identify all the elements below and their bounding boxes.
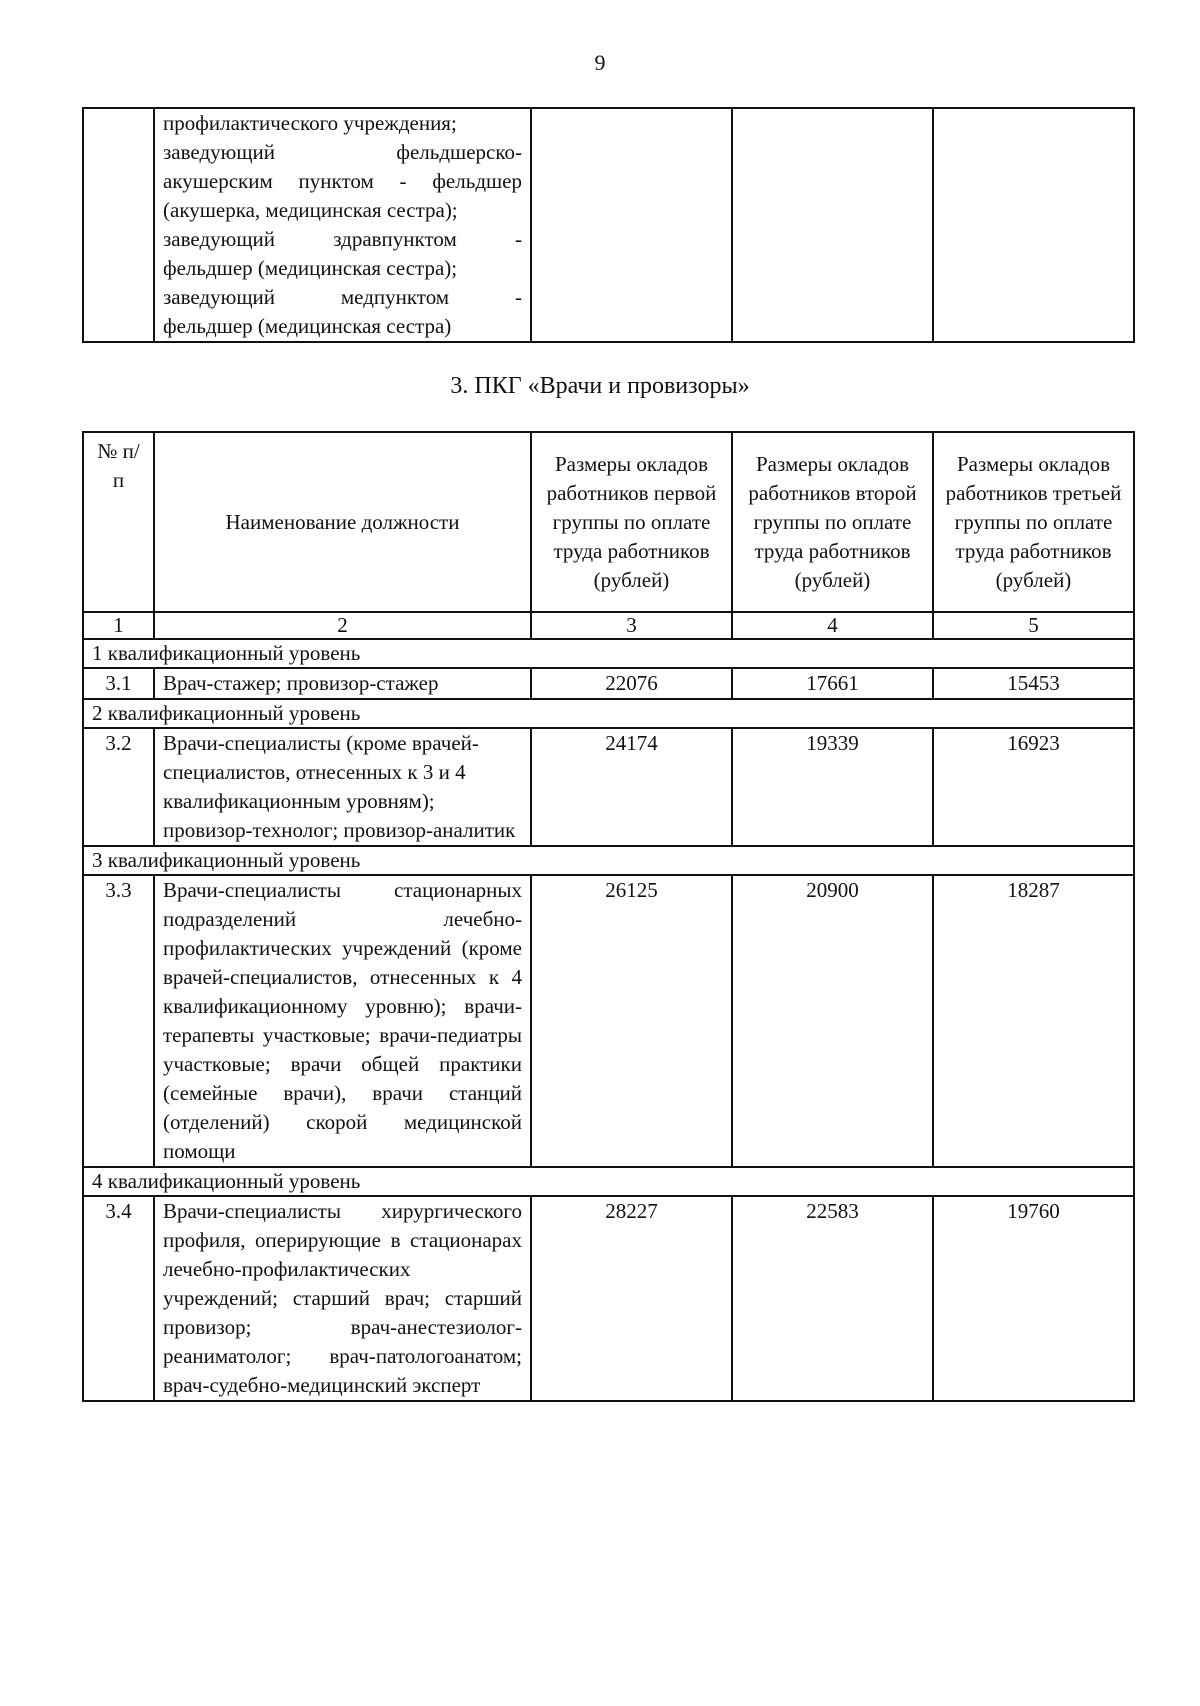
level-row	[83, 699, 1134, 728]
row-group1-value: 26125	[531, 875, 732, 1167]
header-position: Наименование должности	[154, 432, 531, 612]
row-number: 3.4	[83, 1196, 154, 1401]
row-group3-value: 19760	[933, 1196, 1134, 1401]
row-position: Врачи-специалисты стационарных подразделений лечебно-профилактических учреждений (кроме врачей-специалистов, отнесенных к 4 квалификационному уровню); врачи-терапевты участковые; врачи-педиатры участковые; врачи общей практики (семейные врачи), врачи станций (отделений) скорой медицинской помощи	[154, 875, 531, 1167]
continuation-line: заведующий фельдшерско-	[163, 140, 522, 164]
row-group1-value: 22076	[531, 668, 732, 699]
row-group3-value: 18287	[933, 875, 1134, 1167]
row-number: 3.1	[83, 668, 154, 699]
row-number: 3.3	[83, 875, 154, 1167]
continuation-line: (акушерка, медицинская сестра);	[163, 198, 458, 222]
column-index: 3	[531, 612, 732, 639]
level-row	[83, 639, 1134, 668]
row-group2-value: 20900	[732, 875, 933, 1167]
row-position: Врачи-специалисты хирургического профиля, оперирующие в стационарах лечебно-профилактических учреждений; старший врач; старший провизор; врач-анестезиолог-реаниматолог; врач-патологоанатом; врач-судебно-медицинский эксперт	[154, 1196, 531, 1401]
header-group3: Размеры окладов работников третьей группы по оплате труда работников (рублей)	[933, 432, 1134, 612]
row-group2-value: 17661	[732, 668, 933, 699]
column-index: 5	[933, 612, 1134, 639]
column-index: 4	[732, 612, 933, 639]
level-label: 2 квалификационный уровень	[83, 699, 1134, 728]
column-index: 1	[83, 612, 154, 639]
level-label: 1 квалификационный уровень	[83, 639, 1134, 668]
header-row	[83, 432, 1134, 612]
level-label: 3 квалификационный уровень	[83, 846, 1134, 875]
header-group2: Размеры окладов работников второй группы по оплате труда работников (рублей)	[732, 432, 933, 612]
continuation-line: профилактического учреждения;	[163, 111, 457, 135]
continuation-position-cell	[154, 108, 531, 342]
header-number: № п/п	[83, 432, 154, 612]
table-row	[83, 1196, 1134, 1401]
row-position: Врачи-специалисты (кроме врачей-специалистов, отнесенных к 3 и 4 квалификационным уровням); провизор-технолог; провизор-аналитик	[154, 728, 531, 846]
continuation-group1-cell	[531, 108, 732, 342]
level-row	[83, 846, 1134, 875]
table-row	[83, 668, 1134, 699]
continuation-number-cell	[83, 108, 154, 342]
continuation-line: акушерским пунктом - фельдшер	[163, 169, 522, 193]
continuation-group2-cell	[732, 108, 933, 342]
section-title: 3. ПКГ «Врачи и провизоры»	[450, 373, 750, 399]
row-group3-value: 15453	[933, 668, 1134, 699]
column-index-row	[83, 612, 1134, 639]
level-label: 4 квалификационный уровень	[83, 1167, 1134, 1196]
row-number: 3.2	[83, 728, 154, 846]
table-row	[83, 728, 1134, 846]
continuation-group3-cell	[933, 108, 1134, 342]
level-row	[83, 1167, 1134, 1196]
row-group1-value: 24174	[531, 728, 732, 846]
table-row	[83, 875, 1134, 1167]
continuation-table	[82, 107, 1135, 343]
row-group3-value: 16923	[933, 728, 1134, 846]
continuation-line: заведующий здравпунктом -	[163, 227, 522, 251]
continuation-line: фельдшер (медицинская сестра)	[163, 314, 452, 338]
row-group1-value: 28227	[531, 1196, 732, 1401]
continuation-row	[83, 108, 1134, 342]
continuation-line: фельдшер (медицинская сестра);	[163, 256, 458, 280]
salary-table	[82, 431, 1135, 1402]
row-group2-value: 19339	[732, 728, 933, 846]
continuation-line: заведующий медпунктом -	[163, 285, 522, 309]
column-index: 2	[154, 612, 531, 639]
page-number: 9	[594, 50, 606, 75]
row-position: Врач-стажер; провизор-стажер	[154, 668, 531, 699]
row-group2-value: 22583	[732, 1196, 933, 1401]
header-group1: Размеры окладов работников первой группы по оплате труда работников (рублей)	[531, 432, 732, 612]
